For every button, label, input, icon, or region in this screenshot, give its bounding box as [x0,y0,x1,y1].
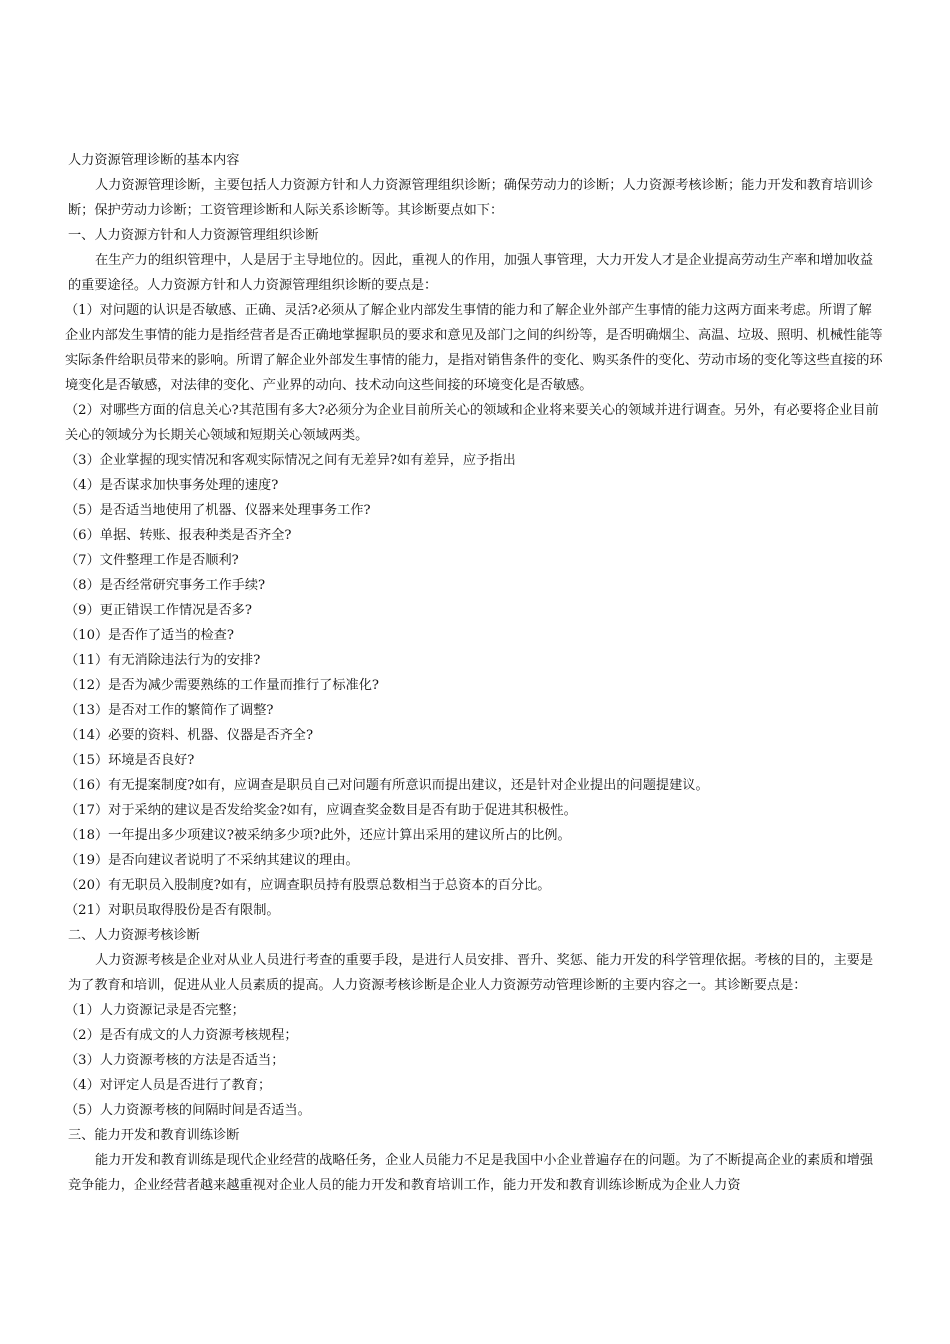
section1-item-13: （13）是否对工作的繁简作了调整? [65,703,274,718]
section1-item-18: （18）一年提出多少项建议?被采纳多少项?此外，还应计算出采用的建议所占的比例。 [65,828,571,843]
section2-paragraph: 人力资源考核是企业对从业人员进行考查的重要手段，是进行人员安排、晋升、奖惩、能力开发的科学管理依据。考核的目的，主要是为了教育和培训，促进从业人员素质的提高。人力资源考核诊断是企业人力资源劳动管理诊断的主要内容之一。其诊断要点是： [68,953,874,993]
document-page [65,148,884,1198]
section1-item-11: （11）有无消除违法行为的安排? [65,653,261,668]
section2-heading: 二、人力资源考核诊断 [68,928,200,943]
section1-item-1: （1）对问题的认识是否敏感、正确、灵活?必须从了解企业内部发生事情的能力和了解企业外部产生事情的能力这两方面来考虑。所谓了解企业内部发生事情的能力是指经营者是否正确地掌握职员的要求和意见及部门之间的纠纷等，是否明确烟尘、高温、垃圾、照明、机械性能等实际条件给职员带来的影响。所谓了解企业外部发生事情的能力，是指对销售条件的变化、购买条件的变化、劳动市场的变化等这些直接的环境变化是否敏感，对法律的变化、产业界的动向、技术动向这些间接的环境变化是否敏感。 [65,303,883,393]
section1-item-19: （19）是否向建议者说明了不采纳其建议的理由。 [65,853,359,868]
section1-item-5: （5）是否适当地使用了机器、仪器来处理事务工作? [65,503,371,518]
section1-item-14: （14）必要的资料、机器、仪器是否齐全? [65,728,314,743]
intro-paragraph: 人力资源管理诊断，主要包括人力资源方针和人力资源管理组织诊断；确保劳动力的诊断；人力资源考核诊断；能力开发和教育培训诊断；保护劳动力诊断；工资管理诊断和人际关系诊断等。其诊断要点如下： [68,178,874,218]
section1-item-4: （4）是否谋求加快事务处理的速度? [65,478,279,493]
section1-item-9: （9）更正错误工作情况是否多? [65,603,252,618]
section1-item-3: （3）企业掌握的现实情况和客观实际情况之间有无差异?如有差异，应予指出 [65,453,516,468]
section1-item-20: （20）有无职员入股制度?如有，应调查职员持有股票总数相当于总资本的百分比。 [65,878,551,893]
section1-item-12: （12）是否为减少需要熟练的工作量而推行了标准化? [65,678,379,693]
section1-item-8: （8）是否经常研究事务工作手续? [65,578,266,593]
section1-item-10: （10）是否作了适当的检查? [65,628,234,643]
section1-heading: 一、人力资源方针和人力资源管理组织诊断 [68,228,319,243]
section1-item-2: （2）对哪些方面的信息关心?其范围有多大?必须分为企业目前所关心的领域和企业将来要关心的领域并进行调查。另外，有必要将企业目前关心的领域分为长期关心领域和短期关心领域两类。 [65,403,879,443]
section2-item-3: （3）人力资源考核的方法是否适当； [65,1053,285,1068]
section1-item-15: （15）环境是否良好? [65,753,195,768]
document-title: 人力资源管理诊断的基本内容 [68,153,240,168]
section1-paragraph: 在生产力的组织管理中，人是居于主导地位的。因此，重视人的作用，加强人事管理，大力开发人才是企业提高劳动生产率和增加收益的重要途径。人力资源方针和人力资源管理组织诊断的要点是： [68,253,874,293]
section1-item-17: （17）对于采纳的建议是否发给奖金?如有，应调查奖金数目是否有助于促进其积极性。 [65,803,577,818]
section1-item-21: （21）对职员取得股份是否有限制。 [65,903,280,918]
section2-item-5: （5）人力资源考核的间隔时间是否适当。 [65,1103,311,1118]
section1-item-7: （7）文件整理工作是否顺利? [65,553,239,568]
section1-item-16: （16）有无提案制度?如有，应调查是职员自己对问题有所意识而提出建议，还是针对企业提出的问题提建议。 [65,778,709,793]
section3-heading: 三、能力开发和教育训练诊断 [68,1128,240,1143]
section2-item-1: （1）人力资源记录是否完整； [65,1003,245,1018]
section2-item-2: （2）是否有成文的人力资源考核规程； [65,1028,298,1043]
section3-paragraph: 能力开发和教育训练是现代企业经营的战略任务，企业人员能力不足是我国中小企业普遍存在的问题。为了不断提高企业的素质和增强竞争能力，企业经营者越来越重视对企业人员的能力开发和教育培训工作，能力开发和教育训练诊断成为企业人力资 [68,1153,874,1193]
section1-item-6: （6）单据、转账、报表种类是否齐全? [65,528,292,543]
section2-item-4: （4）对评定人员是否进行了教育； [65,1078,272,1093]
